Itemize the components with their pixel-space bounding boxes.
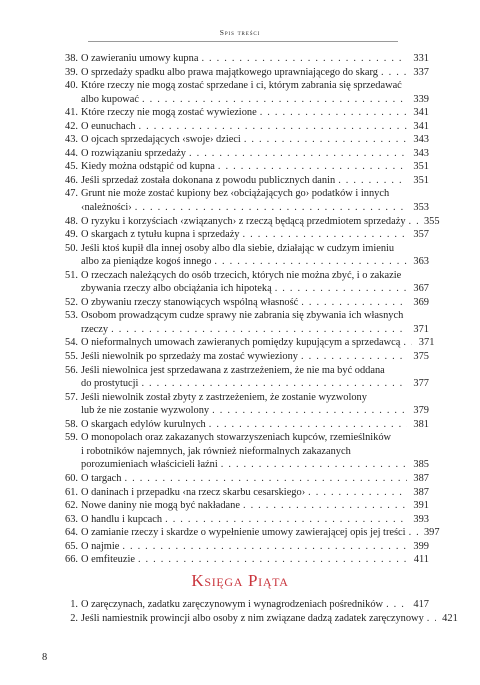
entry-number: 48. (65, 215, 78, 227)
entry-number: 65. (65, 540, 78, 552)
toc-entry (59, 598, 429, 612)
entry-page-number: 371 (413, 323, 429, 335)
dot-leader (218, 458, 407, 472)
entry-title-line: Osobom prowadzącym cudze sprawy nie zabrania się zbywania ich własnych (81, 310, 404, 322)
entry-title: albo kupować (81, 93, 139, 105)
entry-page-number: 371 (418, 337, 435, 349)
entry-page-number: 351 (413, 161, 429, 173)
dot-leader (335, 174, 407, 188)
entry-number: 61. (65, 486, 78, 498)
dot-leader (122, 472, 408, 486)
entry-number: 43. (65, 134, 78, 146)
entry-number: 46. (65, 174, 78, 186)
entry-title-final-line (81, 282, 429, 296)
entry-number: 56. (65, 364, 78, 376)
toc-entry (59, 418, 429, 432)
entry-title-line: O rzeczach należących do osób trzecich, których nie można zbyć, i o zakazie (81, 269, 402, 281)
entry-page-number: 381 (413, 418, 429, 430)
toc-entry (59, 336, 435, 350)
entry-page-number: 387 (413, 486, 429, 498)
dot-leader (406, 215, 418, 229)
entry-number: 60. (65, 472, 78, 484)
entry-title-final-line (81, 147, 429, 161)
entry-title: O sprzedaży spadku albo prawa majątkowego uprawniającego do skarg (81, 66, 378, 78)
entry-number: 62. (65, 500, 78, 512)
entry-page-number: 357 (413, 229, 429, 241)
entry-title-final-line (81, 228, 429, 242)
entry-page-number: 341 (413, 120, 429, 132)
entry-title-final-line (81, 553, 429, 567)
entry-title-final-line (81, 612, 458, 626)
entry-title: O zamianie rzeczy i skardze o wypełnienie umowy zawierającej opis jej treści (81, 527, 406, 539)
entry-page-number: 411 (413, 554, 429, 566)
entry-title: porozumieniach właścicieli łaźni (81, 459, 218, 471)
entry-number: 54. (65, 337, 78, 349)
toc-entry (59, 431, 429, 472)
dot-leader (108, 323, 407, 337)
toc-entry (59, 364, 429, 391)
entry-title-final-line (81, 598, 429, 612)
entry-number: 42. (65, 120, 78, 132)
entry-page-number: 379 (413, 405, 429, 417)
entry-page-number: 377 (413, 378, 429, 390)
entry-title: O nieformalnych umowach zawieranych pomiędzy kupującym a sprzedawcą (81, 337, 401, 349)
entry-title-final-line (81, 377, 429, 391)
toc-entry (59, 486, 429, 500)
entry-title-final-line (81, 323, 429, 337)
entry-title-final-line (81, 458, 429, 472)
entry-title: O emfiteuzie (81, 554, 135, 566)
dot-leader (240, 499, 407, 513)
entry-title-final-line (81, 93, 429, 107)
header-rule (88, 41, 398, 42)
entry-title-final-line (81, 540, 429, 554)
dot-leader (400, 336, 412, 350)
entry-page-number: 337 (413, 66, 429, 78)
dot-leader (305, 486, 407, 500)
toc-entry (59, 160, 429, 174)
toc-entry (59, 174, 429, 188)
entry-title-final-line (81, 215, 440, 229)
dot-leader (209, 404, 407, 418)
entry-page-number: 385 (413, 459, 429, 471)
toc-entry (59, 215, 440, 229)
entry-title-line: Jeśli niewolnik został zbyty z zastrzeżeniem, że zostanie wyzwolony (81, 391, 367, 403)
toc-entry (59, 499, 429, 513)
toc-entry (59, 513, 429, 527)
entry-title-final-line (81, 499, 429, 513)
entry-number: 63. (65, 513, 78, 525)
entry-title-final-line (81, 52, 429, 66)
toc-entry (59, 133, 429, 147)
entry-title-final-line (81, 120, 429, 134)
entry-title-final-line (81, 526, 440, 540)
entry-page-number: 369 (413, 296, 429, 308)
entry-page-number: 397 (423, 527, 440, 539)
entry-number: 47. (65, 188, 78, 200)
page-number: 8 (42, 652, 48, 663)
entry-page-number: 387 (413, 472, 429, 484)
entry-title-line: i robotników najemnych, jak również nieformalnych zakazanych (81, 445, 351, 457)
entry-page-number: 399 (413, 540, 429, 552)
toc-entry (59, 350, 429, 364)
entry-page-number: 367 (413, 283, 429, 295)
toc-entry (59, 106, 429, 120)
dot-leader (257, 106, 407, 120)
entry-title: O zawieraniu umowy kupna (81, 53, 199, 64)
toc-entry (59, 228, 429, 242)
dot-leader (186, 147, 407, 161)
entry-title-final-line (81, 404, 429, 418)
entry-title-final-line (81, 486, 429, 500)
entry-number: 1. (70, 599, 78, 610)
entry-page-number: 343 (413, 147, 429, 159)
toc-entry (59, 52, 429, 66)
entry-page-number: 391 (413, 500, 429, 512)
entry-title-line: Które rzeczy nie mogą zostać sprzedane i ci, którym zabrania się sprzedawać (81, 80, 402, 92)
toc-entry (59, 296, 429, 310)
entry-number: 50. (65, 242, 78, 254)
toc-entry (59, 540, 429, 554)
entry-title-final-line (81, 472, 429, 486)
toc-entry (59, 120, 429, 134)
dot-leader (139, 93, 407, 107)
entry-title: albo za pieniądze kogoś innego (81, 256, 212, 268)
entry-title-final-line (81, 106, 429, 120)
entry-page-number: 331 (413, 53, 429, 64)
entry-number: 51. (65, 269, 78, 281)
dot-leader (162, 513, 407, 527)
entry-title: O skargach z tytułu kupna i sprzedaży (81, 229, 240, 241)
dot-leader (240, 228, 407, 242)
toc-entry (59, 309, 429, 336)
entry-page-number: 351 (413, 174, 429, 186)
entry-title-final-line (81, 66, 429, 80)
entry-title: O handlu i kupcach (81, 513, 163, 525)
dot-leader (378, 66, 407, 80)
entry-number: 2. (70, 612, 78, 624)
toc-entry (59, 553, 429, 567)
toc-list (59, 52, 440, 567)
entry-title: Jeśli namiestnik prowincji albo osoby z nim związane dadzą zadatek zaręczynowy (81, 612, 424, 624)
entry-title: rzeczy (81, 323, 109, 335)
entry-number: 53. (65, 310, 78, 322)
entry-page-number: 375 (413, 351, 429, 363)
entry-title-line: O monopolach oraz zakazanych stowarzyszeniach kupców, rzemieślników (81, 432, 392, 444)
toc-entry (59, 79, 429, 106)
dot-leader (138, 377, 407, 391)
toc-entry (59, 391, 429, 418)
dot-leader (298, 350, 407, 364)
dot-leader (206, 418, 407, 432)
entry-number: 64. (65, 527, 78, 539)
toc-entry (59, 187, 429, 214)
entry-title-line: Jeśli ktoś kupił dla innej osoby albo dla siebie, działając w cudzym imieniu (81, 242, 395, 254)
toc-entry (59, 472, 429, 486)
toc-entry (59, 269, 429, 296)
entry-page-number: 355 (423, 215, 440, 227)
entry-number: 59. (65, 432, 78, 444)
dot-leader (406, 526, 418, 540)
entry-title-final-line (81, 133, 429, 147)
entry-number: 66. (65, 554, 78, 566)
entry-number: 55. (65, 351, 78, 363)
entry-page-number: 417 (413, 599, 429, 610)
toc-entry (59, 526, 440, 540)
entry-number: 57. (65, 391, 78, 403)
entry-page-number: 393 (413, 513, 429, 525)
entry-title-line: Jeśli niewolnica jest sprzedawana z zastrzeżeniem, że nie ma być oddana (81, 364, 385, 376)
entry-title-final-line (81, 201, 429, 215)
entry-number: 41. (65, 107, 78, 119)
dot-leader (136, 120, 407, 134)
dot-leader (215, 160, 407, 174)
entry-title: lub że nie zostanie wyzwolony (81, 405, 210, 417)
entry-page-number: 421 (442, 612, 458, 624)
entry-title: O zbywaniu rzeczy stanowiących wspólną własność (81, 296, 299, 308)
dot-leader (119, 540, 407, 554)
toc-entry (59, 612, 458, 626)
dot-leader (383, 598, 407, 612)
dot-leader (132, 201, 407, 215)
entry-number: 58. (65, 418, 78, 430)
entry-title-final-line (81, 350, 429, 364)
entry-title-final-line (81, 174, 429, 188)
dot-leader (198, 52, 407, 66)
entry-title-final-line (81, 255, 429, 269)
entry-number: 38. (65, 53, 78, 64)
entry-number: 45. (65, 161, 78, 173)
entry-title: Które rzeczy nie mogą zostać wywiezione (81, 107, 257, 119)
entry-title: ‹należności› (81, 202, 132, 214)
entry-title: do prostytucji (81, 378, 139, 390)
entry-page-number: 353 (413, 202, 429, 214)
entry-number: 44. (65, 147, 78, 159)
dot-leader (135, 553, 407, 567)
running-head: Spis treści (219, 28, 261, 37)
entry-title: O daninach i przepadku ‹na rzecz skarbu cesarskiego› (81, 486, 306, 498)
entry-title: O najmie (81, 540, 120, 552)
entry-number: 52. (65, 296, 78, 308)
toc-entry (59, 242, 429, 269)
entry-title: Nowe daniny nie mogą być nakładane (81, 500, 240, 512)
entry-title-line: Grunt nie może zostać kupiony bez ‹obciążających go› podatków i innych (81, 188, 390, 200)
entry-title: Kiedy można odstąpić od kupna (81, 161, 215, 173)
entry-title: O ojcach sprzedających ‹swoje› dzieci (81, 134, 241, 146)
entry-number: 40. (65, 80, 78, 92)
entry-title-final-line (81, 336, 435, 350)
entry-title: zbywania rzeczy albo obciążania ich hipoteką (81, 283, 272, 295)
dot-leader (298, 296, 407, 310)
entry-page-number: 339 (413, 93, 429, 105)
entry-title-final-line (81, 418, 429, 432)
entry-title-final-line (81, 513, 429, 527)
entry-page-number: 343 (413, 134, 429, 146)
book-title: Księga Piąta (191, 571, 289, 590)
entry-title: Jeśli sprzedaż została dokonana z powodu publicznych danin (81, 174, 336, 186)
entry-page-number: 341 (413, 107, 429, 119)
entry-title: O skargach edylów kurulnych (81, 418, 206, 430)
toc-entry (59, 147, 429, 161)
entry-title: O eunuchach (81, 120, 136, 132)
dot-leader (211, 255, 407, 269)
entry-number: 49. (65, 229, 78, 241)
dot-leader (241, 133, 407, 147)
toc-list-book-five (59, 598, 458, 625)
dot-leader (272, 282, 407, 296)
entry-title: Jeśli niewolnik po sprzedaży ma zostać wywieziony (81, 351, 298, 363)
dot-leader (424, 612, 436, 626)
entry-title-final-line (81, 160, 429, 174)
entry-title: O ryzyku i korzyściach ‹związanych› z rzeczą będącą przedmiotem sprzedaży (81, 215, 406, 227)
entry-number: 39. (65, 66, 78, 78)
entry-title: O zaręczynach, zadatku zaręczynowym i wynagrodzeniach pośredników (81, 599, 384, 610)
entry-title: O rozwiązaniu sprzedaży (81, 147, 187, 159)
entry-title: O targach (81, 472, 122, 484)
entry-title-final-line (81, 296, 429, 310)
toc-entry (59, 66, 429, 80)
entry-page-number: 363 (413, 256, 429, 268)
